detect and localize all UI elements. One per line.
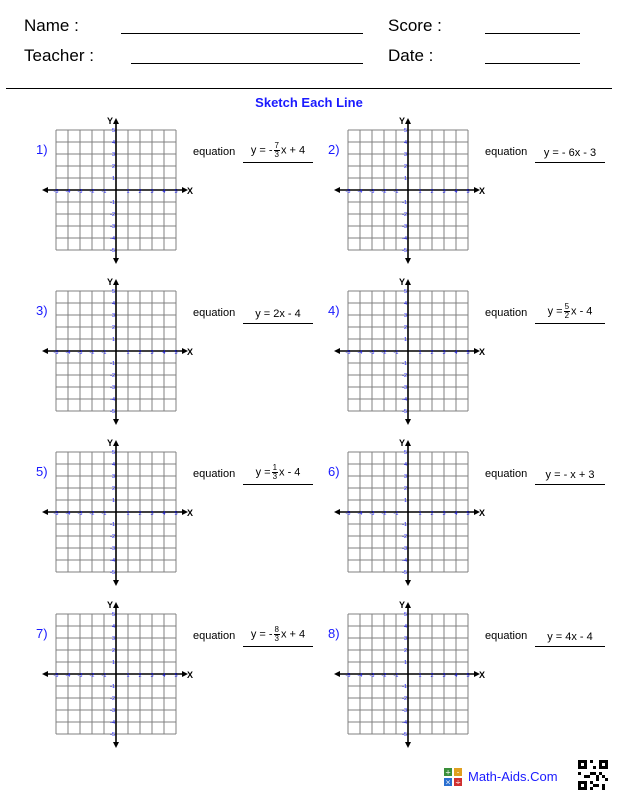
x-tick-label: -3 [77,350,83,356]
y-tick-label: 3 [111,636,115,642]
equation-prefix: y = - [250,144,273,157]
x-tick-label: -4 [357,673,363,679]
equation-prefix: y = - x + 3 [545,469,595,481]
x-tick-label: 5 [466,189,470,195]
x-tick-label: -1 [101,350,107,356]
axis-arrow [113,580,119,586]
equation-answer-line [535,136,605,163]
x-tick-label: 5 [174,511,178,517]
y-tick-label: 4 [111,140,115,146]
y-tick-label: -5 [110,570,115,576]
y-axis-label: Y [399,600,406,610]
x-tick-label: -3 [369,673,375,679]
x-tick-label: -5 [53,350,59,356]
equation-prefix: y = [547,305,563,318]
x-tick-label: 2 [430,511,434,517]
y-tick-label: 1 [111,498,115,504]
x-axis-label: X [479,186,486,196]
x-tick-label: -3 [77,189,83,195]
y-tick-label: 4 [403,624,407,630]
y-tick-label: 1 [403,337,407,343]
y-tick-label: -5 [402,248,407,254]
x-tick-label: 2 [138,189,142,195]
x-tick-label: -5 [53,189,59,195]
equation-text [243,626,313,643]
x-tick-label: 2 [138,511,142,517]
x-tick-label: 1 [418,350,422,356]
x-axis-label: X [187,508,194,518]
equation-answer-line [243,297,313,324]
axis-arrow [113,742,119,748]
x-axis-label: X [479,508,486,518]
x-tick-label: 3 [442,189,446,195]
y-tick-label: 5 [111,450,115,456]
y-tick-label: -5 [402,409,407,415]
equation-answer-line [535,458,605,485]
x-tick-label: 3 [442,350,446,356]
y-tick-label: -4 [110,397,115,403]
fraction-denominator: 3 [274,150,279,159]
brand-name: Math-Aids.Com [468,769,558,784]
y-tick-label: -1 [110,684,115,690]
equation-label: equation [485,146,528,158]
y-tick-label: 1 [403,498,407,504]
coordinate-grid[interactable] [48,277,198,441]
equation-text [535,147,605,159]
y-tick-label: -2 [402,212,407,218]
teacher-label: Teacher : [24,46,94,65]
x-tick-label: -5 [345,673,351,679]
y-axis-label: Y [107,116,114,126]
y-tick-label: 4 [403,140,407,146]
x-tick-label: -5 [345,350,351,356]
teacher-field[interactable] [131,63,363,64]
problem-number: 5) [36,464,48,479]
equation-prefix: y = 2x - 4 [255,308,301,320]
coordinate-grid[interactable] [48,438,198,602]
y-tick-label: -3 [110,546,115,552]
x-axis-label: X [187,670,194,680]
x-tick-label: -2 [381,511,387,517]
score-label: Score : [388,16,442,35]
equation-prefix: y = - 6x - 3 [543,147,597,159]
x-axis-label: X [479,347,486,357]
y-axis-label: Y [399,116,406,126]
y-tick-label: 4 [111,624,115,630]
svg-text:×: × [445,778,451,786]
y-tick-label: -3 [110,708,115,714]
y-tick-label: 5 [403,612,407,618]
y-tick-label: -5 [402,732,407,738]
x-tick-label: -4 [357,350,363,356]
axis-arrow [113,419,119,425]
x-tick-label: -2 [381,350,387,356]
y-tick-label: -1 [402,684,407,690]
axis-arrow [334,187,340,193]
y-tick-label: -3 [402,224,407,230]
date-field[interactable] [485,63,580,64]
y-tick-label: -2 [110,212,115,218]
x-tick-label: -4 [357,189,363,195]
x-tick-label: -2 [89,350,95,356]
y-tick-label: 2 [403,648,407,654]
equation-fraction [274,142,280,159]
x-tick-label: 4 [454,189,458,195]
problem-number: 4) [328,303,340,318]
name-field[interactable] [121,33,363,34]
y-axis-label: Y [107,600,114,610]
x-tick-label: 5 [466,511,470,517]
x-tick-label: -4 [357,511,363,517]
x-tick-label: 3 [150,673,154,679]
x-tick-label: 4 [162,673,166,679]
axis-arrow [405,258,411,264]
y-tick-label: -2 [110,373,115,379]
x-tick-label: 4 [454,673,458,679]
y-tick-label: -4 [402,558,407,564]
equation-prefix: y = - [250,628,273,641]
x-tick-label: 3 [442,673,446,679]
equation-suffix: x - 4 [279,466,301,479]
equation-label: equation [193,468,236,480]
x-tick-label: -1 [393,673,399,679]
y-tick-label: -3 [402,546,407,552]
x-tick-label: 2 [138,350,142,356]
problem-number: 3) [36,303,48,318]
axis-arrow [42,187,48,193]
equation-label: equation [485,307,528,319]
y-tick-label: -4 [402,397,407,403]
y-tick-label: 3 [403,474,407,480]
y-tick-label: -2 [110,534,115,540]
y-tick-label: 1 [403,660,407,666]
y-tick-label: 3 [403,152,407,158]
equation-suffix: x - 4 [571,305,593,318]
x-tick-label: 4 [162,350,166,356]
equation-text [535,631,605,643]
y-tick-label: 2 [403,486,407,492]
score-field[interactable] [485,33,580,34]
y-tick-label: 5 [403,289,407,295]
x-tick-label: 3 [150,350,154,356]
y-tick-label: -1 [402,522,407,528]
x-tick-label: 5 [466,350,470,356]
x-tick-label: 1 [126,189,130,195]
problem-number: 1) [36,142,48,157]
y-axis-label: Y [399,438,406,448]
equation-suffix: x + 4 [281,628,306,641]
fraction-denominator: 2 [564,311,570,320]
y-tick-label: -2 [402,534,407,540]
x-tick-label: -5 [53,673,59,679]
y-tick-label: 5 [111,612,115,618]
problem-1 [36,116,336,302]
coordinate-grid[interactable] [340,438,490,602]
axis-arrow [113,118,119,124]
svg-text:-: - [456,768,460,777]
equation-answer-line [243,458,313,485]
x-tick-label: 4 [162,511,166,517]
x-tick-label: -3 [369,189,375,195]
y-tick-label: 4 [403,462,407,468]
x-tick-label: -5 [345,189,351,195]
y-tick-label: 4 [403,301,407,307]
y-tick-label: 1 [403,176,407,182]
axis-arrow [334,671,340,677]
fraction-numerator: 1 [272,463,278,472]
fraction-numerator: 5 [564,302,570,311]
problem-number: 8) [328,626,340,641]
y-tick-label: 2 [403,325,407,331]
x-axis-label: X [187,347,194,357]
equation-label: equation [485,630,528,642]
x-tick-label: 5 [466,673,470,679]
y-axis-label: Y [107,277,114,287]
calculator-logo-icon [444,768,462,786]
x-tick-label: 4 [454,350,458,356]
equation-text [535,469,605,481]
coordinate-grid[interactable] [48,116,198,280]
axis-arrow [113,258,119,264]
x-tick-label: -2 [89,673,95,679]
y-tick-label: -2 [110,696,115,702]
y-tick-label: 5 [111,289,115,295]
equation-text [535,303,605,320]
y-tick-label: 2 [111,325,115,331]
equation-fraction [272,464,278,481]
svg-text:+: + [445,768,451,777]
x-axis-label: X [479,670,486,680]
x-tick-label: -4 [65,350,71,356]
y-tick-label: -5 [110,248,115,254]
x-tick-label: -1 [393,511,399,517]
y-tick-label: 2 [111,164,115,170]
axis-arrow [405,580,411,586]
y-tick-label: -4 [110,236,115,242]
coordinate-grid[interactable] [340,600,490,764]
y-tick-label: -1 [110,200,115,206]
equation-label: equation [193,146,236,158]
y-tick-label: -2 [402,373,407,379]
x-axis-label: X [187,186,194,196]
equation-text [243,464,313,481]
equation-fraction [564,303,570,320]
axis-arrow [334,509,340,515]
y-tick-label: -3 [402,385,407,391]
axis-arrow [405,742,411,748]
x-tick-label: 5 [174,673,178,679]
y-tick-label: 5 [111,128,115,134]
y-tick-label: -2 [402,696,407,702]
x-tick-label: -3 [77,511,83,517]
problem-4 [328,277,618,463]
x-tick-label: 1 [418,511,422,517]
x-tick-label: 2 [430,350,434,356]
fraction-numerator: 7 [274,141,279,150]
x-tick-label: 3 [442,511,446,517]
x-tick-label: -3 [369,350,375,356]
svg-text:÷: ÷ [455,778,461,786]
fraction-denominator: 3 [272,472,278,481]
axis-arrow [42,671,48,677]
equation-fraction [274,626,280,643]
y-tick-label: 1 [111,337,115,343]
x-tick-label: 1 [418,673,422,679]
y-tick-label: 2 [111,486,115,492]
y-tick-label: -3 [110,224,115,230]
y-tick-label: -3 [402,708,407,714]
x-tick-label: -1 [101,673,107,679]
y-axis-label: Y [107,438,114,448]
x-tick-label: -2 [381,673,387,679]
y-tick-label: -1 [110,522,115,528]
name-label: Name : [24,16,79,35]
coordinate-grid[interactable] [340,277,490,441]
equation-label: equation [485,468,528,480]
equation-text [243,308,313,320]
coordinate-grid[interactable] [48,600,198,764]
equation-answer-line [243,620,313,647]
x-tick-label: 4 [162,189,166,195]
y-tick-label: 3 [403,636,407,642]
x-tick-label: 2 [430,189,434,195]
x-tick-label: -2 [89,189,95,195]
header-divider [6,88,612,89]
axis-arrow [334,348,340,354]
x-tick-label: 1 [126,350,130,356]
problem-number: 6) [328,464,340,479]
equation-answer-line [535,620,605,647]
x-tick-label: 1 [126,673,130,679]
y-tick-label: -1 [402,361,407,367]
y-tick-label: -5 [110,732,115,738]
axis-arrow [42,509,48,515]
y-tick-label: 3 [111,152,115,158]
x-tick-label: 4 [454,511,458,517]
y-tick-label: 5 [403,128,407,134]
x-tick-label: -4 [65,673,71,679]
y-tick-label: -3 [110,385,115,391]
axis-arrow [405,118,411,124]
fraction-denominator: 3 [274,634,279,643]
x-tick-label: -1 [393,189,399,195]
y-tick-label: -5 [110,409,115,415]
equation-label: equation [193,307,236,319]
y-tick-label: -4 [110,558,115,564]
x-tick-label: -1 [101,511,107,517]
x-tick-label: 2 [138,673,142,679]
x-tick-label: 3 [150,189,154,195]
x-tick-label: 5 [174,189,178,195]
y-tick-label: 5 [403,450,407,456]
y-tick-label: -5 [402,570,407,576]
worksheet-title: Sketch Each Line [255,95,363,110]
qr-code-icon [578,760,608,790]
problem-3 [36,277,336,463]
axis-arrow [405,419,411,425]
equation-answer-line [243,136,313,163]
problem-number: 2) [328,142,340,157]
x-tick-label: -4 [65,511,71,517]
equation-label: equation [193,630,236,642]
y-tick-label: -4 [402,720,407,726]
y-tick-label: 4 [111,462,115,468]
x-tick-label: -3 [369,511,375,517]
date-label: Date : [388,46,434,65]
equation-prefix: y = 4x - 4 [547,631,593,643]
coordinate-grid[interactable] [340,116,490,280]
axis-arrow [42,348,48,354]
x-tick-label: 5 [174,350,178,356]
y-tick-label: 3 [111,313,115,319]
y-tick-label: -1 [110,361,115,367]
x-tick-label: -2 [381,189,387,195]
y-tick-label: -4 [402,236,407,242]
problem-7 [36,600,336,786]
problem-2 [328,116,618,302]
fraction-numerator: 8 [274,625,279,634]
x-tick-label: 1 [418,189,422,195]
problem-8 [328,600,618,786]
y-tick-label: 4 [111,301,115,307]
x-tick-label: -1 [101,189,107,195]
equation-answer-line [535,297,605,324]
x-tick-label: 1 [126,511,130,517]
x-tick-label: 3 [150,511,154,517]
equation-prefix: y = [255,466,271,479]
y-tick-label: 2 [111,648,115,654]
x-tick-label: -5 [345,511,351,517]
y-tick-label: -4 [110,720,115,726]
problem-6 [328,438,618,624]
y-tick-label: 2 [403,164,407,170]
equation-suffix: x + 4 [281,144,306,157]
equation-text [243,142,313,159]
x-tick-label: -2 [89,511,95,517]
x-tick-label: -3 [77,673,83,679]
problem-5 [36,438,336,624]
y-tick-label: 3 [403,313,407,319]
y-tick-label: 3 [111,474,115,480]
x-tick-label: 2 [430,673,434,679]
y-axis-label: Y [399,277,406,287]
x-tick-label: -4 [65,189,71,195]
y-tick-label: 1 [111,660,115,666]
x-tick-label: -5 [53,511,59,517]
problem-number: 7) [36,626,48,641]
x-tick-label: -1 [393,350,399,356]
y-tick-label: 1 [111,176,115,182]
y-tick-label: -1 [402,200,407,206]
